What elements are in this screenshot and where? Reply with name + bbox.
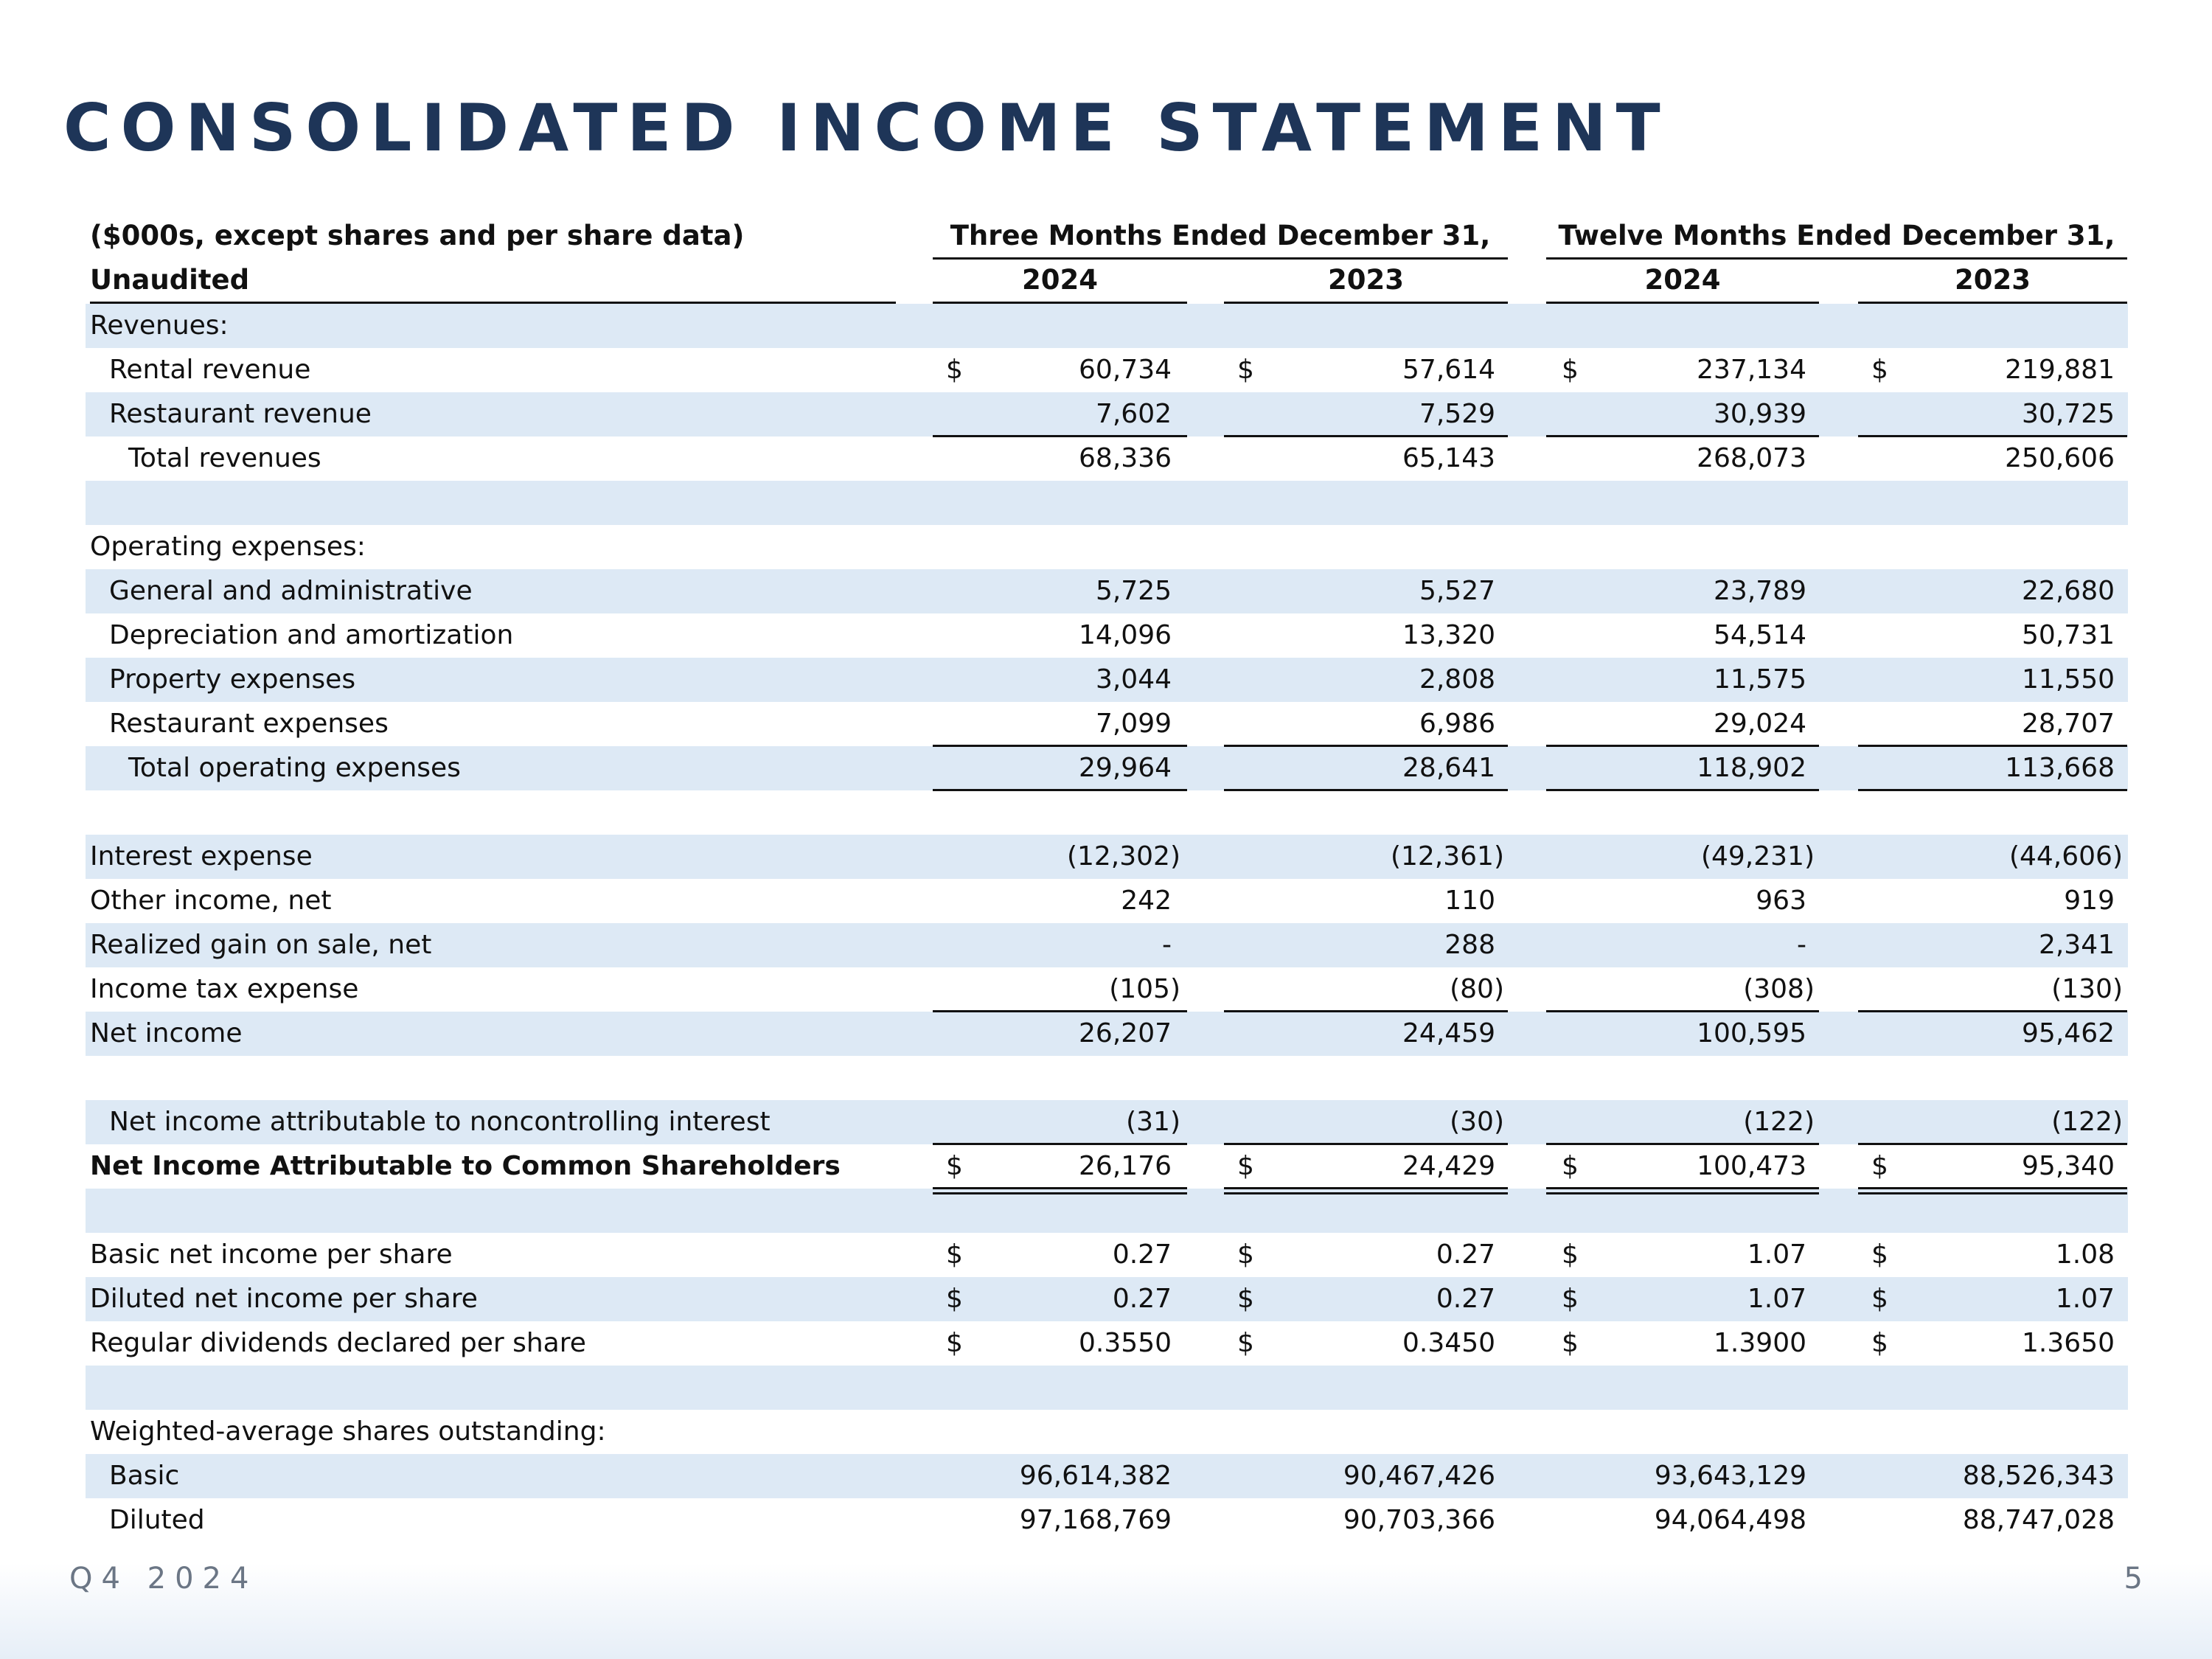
row-label: Net Income Attributable to Common Shareholders — [90, 1151, 841, 1181]
cell-value: 88,526,343 — [1962, 1461, 2115, 1491]
cell-value: 54,514 — [1714, 620, 1806, 650]
row-label: Depreciation and amortization — [109, 620, 514, 650]
three-months-header: Three Months Ended December 31, — [950, 220, 1491, 251]
cell-value: 288 — [1444, 930, 1495, 960]
cell-value: 94,064,498 — [1654, 1505, 1806, 1535]
cell-value: 1.07 — [2055, 1284, 2115, 1314]
cell-value: 1.3650 — [2022, 1328, 2115, 1358]
cell-value: 219,881 — [2005, 355, 2115, 385]
row-label: Rental revenue — [109, 355, 311, 385]
currency-symbol: $ — [1237, 355, 1254, 385]
cell-value: 113,668 — [2005, 753, 2115, 783]
currency-symbol: $ — [1562, 355, 1579, 385]
cell-value: 24,459 — [1402, 1018, 1495, 1048]
currency-symbol: $ — [1562, 1284, 1579, 1314]
cell-value: 13,320 — [1402, 620, 1495, 650]
row-label: Total operating expenses — [128, 753, 461, 783]
cell-value: (308) — [1743, 974, 1815, 1004]
cell-value: 7,099 — [1095, 709, 1172, 739]
footer-period: Q4 2024 — [69, 1562, 258, 1596]
currency-symbol: $ — [946, 1151, 963, 1181]
cell-value: 29,024 — [1714, 709, 1806, 739]
row-label: Basic — [109, 1461, 180, 1491]
row-label: Diluted net income per share — [90, 1284, 478, 1314]
row-label: Net income — [90, 1018, 243, 1048]
cell-value: 0.27 — [1112, 1284, 1172, 1314]
cell-value: 6,986 — [1419, 709, 1495, 739]
cell-value: 100,473 — [1697, 1151, 1806, 1181]
cell-value: 118,902 — [1697, 753, 1806, 783]
cell-value: (122) — [1743, 1107, 1815, 1137]
double-total-rule — [1546, 1187, 1819, 1189]
currency-symbol: $ — [1237, 1239, 1254, 1270]
total-rule — [1224, 745, 1508, 747]
cell-value: 1.07 — [1747, 1284, 1806, 1314]
total-rule — [1546, 1010, 1819, 1012]
cell-value: 0.27 — [1436, 1239, 1495, 1270]
row-label: Other income, net — [90, 886, 332, 916]
cell-value: 50,731 — [2022, 620, 2115, 650]
total-rule — [1858, 435, 2127, 437]
currency-symbol: $ — [1871, 1284, 1888, 1314]
cell-value: (49,231) — [1700, 841, 1815, 872]
total-rule — [1546, 1143, 1819, 1145]
double-total-rule — [1546, 1192, 1819, 1194]
double-total-rule — [933, 1192, 1187, 1194]
cell-value: 3,044 — [1095, 664, 1172, 695]
cell-value: 1.07 — [1747, 1239, 1806, 1270]
total-rule — [933, 1143, 1187, 1145]
cell-value: 0.3450 — [1402, 1328, 1495, 1358]
cell-value: 963 — [1756, 886, 1806, 916]
row-label: Weighted-average shares outstanding: — [90, 1416, 606, 1447]
cell-value: (105) — [1109, 974, 1180, 1004]
currency-symbol: $ — [946, 355, 963, 385]
row-label: Total revenues — [128, 443, 321, 473]
units-label: ($000s, except shares and per share data) — [90, 220, 745, 251]
year-header: 2023 — [1328, 264, 1404, 296]
cell-value: 68,336 — [1079, 443, 1172, 473]
twelve-months-header: Twelve Months Ended December 31, — [1558, 220, 2115, 251]
row-label: Regular dividends declared per share — [90, 1328, 586, 1358]
total-rule — [1224, 1010, 1508, 1012]
cell-value: 29,964 — [1079, 753, 1172, 783]
row-label: Net income attributable to noncontrolling interest — [109, 1107, 771, 1137]
cell-value: - — [1797, 930, 1806, 960]
table-row — [86, 304, 2128, 348]
currency-symbol: $ — [1871, 1239, 1888, 1270]
currency-symbol: $ — [1237, 1284, 1254, 1314]
cell-value: 0.3550 — [1079, 1328, 1172, 1358]
page-title: CONSOLIDATED INCOME STATEMENT — [63, 90, 1670, 166]
cell-value: 237,134 — [1697, 355, 1806, 385]
cell-value: 5,725 — [1095, 576, 1172, 606]
cell-value: 7,602 — [1095, 399, 1172, 429]
total-rule — [1858, 1010, 2127, 1012]
double-total-rule — [1224, 1187, 1508, 1189]
table-row — [86, 1056, 2128, 1100]
table-row — [86, 525, 2128, 569]
cell-value: 90,703,366 — [1343, 1505, 1495, 1535]
row-label: Restaurant revenue — [109, 399, 372, 429]
currency-symbol: $ — [946, 1239, 963, 1270]
row-label: Restaurant expenses — [109, 709, 389, 739]
cell-value: 100,595 — [1697, 1018, 1806, 1048]
currency-symbol: $ — [1871, 1328, 1888, 1358]
cell-value: 268,073 — [1697, 443, 1806, 473]
cell-value: (80) — [1450, 974, 1504, 1004]
row-label: Interest expense — [90, 841, 313, 872]
cell-value: 30,939 — [1714, 399, 1806, 429]
page-number: 5 — [2124, 1562, 2143, 1596]
cell-value: 95,462 — [2022, 1018, 2115, 1048]
cell-value: 5,527 — [1419, 576, 1495, 606]
cell-value: 65,143 — [1402, 443, 1495, 473]
currency-symbol: $ — [1871, 355, 1888, 385]
unaudited-label: Unaudited — [90, 264, 250, 296]
row-label: Operating expenses: — [90, 532, 366, 562]
total-rule — [933, 1010, 1187, 1012]
footer-band — [0, 1563, 2212, 1659]
table-row — [86, 481, 2128, 525]
cell-value: 22,680 — [2022, 576, 2115, 606]
total-rule — [1546, 435, 1819, 437]
table-row — [86, 1189, 2128, 1233]
total-rule — [1224, 435, 1508, 437]
cell-value: 30,725 — [2022, 399, 2115, 429]
total-rule — [1546, 745, 1819, 747]
total-rule — [1858, 745, 2127, 747]
cell-value: 90,467,426 — [1343, 1461, 1495, 1491]
double-total-rule — [1858, 1187, 2127, 1189]
cell-value: 242 — [1121, 886, 1172, 916]
row-label: Realized gain on sale, net — [90, 930, 432, 960]
cell-value: 2,341 — [2038, 930, 2115, 960]
cell-value: 26,176 — [1079, 1151, 1172, 1181]
year-header: 2024 — [1644, 264, 1721, 296]
cell-value: (12,361) — [1390, 841, 1504, 872]
table-row — [86, 790, 2128, 835]
total-rule — [1858, 789, 2127, 791]
year-header: 2023 — [1955, 264, 2031, 296]
cell-value: 60,734 — [1079, 355, 1172, 385]
cell-value: 93,643,129 — [1654, 1461, 1806, 1491]
cell-value: 28,707 — [2022, 709, 2115, 739]
table-row — [86, 1366, 2128, 1410]
cell-value: (31) — [1126, 1107, 1180, 1137]
cell-value: 0.27 — [1112, 1239, 1172, 1270]
cell-value: 250,606 — [2005, 443, 2115, 473]
cell-value: (44,606) — [2008, 841, 2123, 872]
cell-value: 7,529 — [1419, 399, 1495, 429]
row-label: Revenues: — [90, 310, 229, 341]
total-rule — [933, 789, 1187, 791]
row-label: Property expenses — [109, 664, 356, 695]
currency-symbol: $ — [1871, 1151, 1888, 1181]
total-rule — [933, 745, 1187, 747]
cell-value: 110 — [1444, 886, 1495, 916]
cell-value: 96,614,382 — [1019, 1461, 1172, 1491]
double-total-rule — [1858, 1192, 2127, 1194]
total-rule — [1224, 1143, 1508, 1145]
cell-value: 28,641 — [1402, 753, 1495, 783]
cell-value: 14,096 — [1079, 620, 1172, 650]
cell-value: - — [1162, 930, 1172, 960]
currency-symbol: $ — [946, 1284, 963, 1314]
cell-value: 23,789 — [1714, 576, 1806, 606]
cell-value: 1.08 — [2055, 1239, 2115, 1270]
cell-value: 0.27 — [1436, 1284, 1495, 1314]
cell-value: 24,429 — [1402, 1151, 1495, 1181]
cell-value: 919 — [2064, 886, 2115, 916]
double-total-rule — [1224, 1192, 1508, 1194]
row-label: General and administrative — [109, 576, 473, 606]
cell-value: 88,747,028 — [1962, 1505, 2115, 1535]
total-rule — [1546, 789, 1819, 791]
cell-value: (30) — [1450, 1107, 1504, 1137]
cell-value: 97,168,769 — [1019, 1505, 1172, 1535]
total-rule — [1224, 789, 1508, 791]
header-rule — [933, 257, 1508, 260]
currency-symbol: $ — [946, 1328, 963, 1358]
cell-value: 1.3900 — [1714, 1328, 1806, 1358]
cell-value: 26,207 — [1079, 1018, 1172, 1048]
currency-symbol: $ — [1562, 1328, 1579, 1358]
row-label: Income tax expense — [90, 974, 359, 1004]
cell-value: 57,614 — [1402, 355, 1495, 385]
row-label: Diluted — [109, 1505, 205, 1535]
header-rule — [1546, 257, 2127, 260]
double-total-rule — [933, 1187, 1187, 1189]
total-rule — [933, 435, 1187, 437]
currency-symbol: $ — [1562, 1151, 1579, 1181]
cell-value: 2,808 — [1419, 664, 1495, 695]
cell-value: 11,550 — [2022, 664, 2115, 695]
row-label: Basic net income per share — [90, 1239, 453, 1270]
currency-symbol: $ — [1562, 1239, 1579, 1270]
currency-symbol: $ — [1237, 1151, 1254, 1181]
total-rule — [1858, 1143, 2127, 1145]
cell-value: 95,340 — [2022, 1151, 2115, 1181]
cell-value: 11,575 — [1714, 664, 1806, 695]
year-header: 2024 — [1022, 264, 1098, 296]
cell-value: (122) — [2051, 1107, 2123, 1137]
cell-value: (130) — [2051, 974, 2123, 1004]
cell-value: (12,302) — [1066, 841, 1180, 872]
currency-symbol: $ — [1237, 1328, 1254, 1358]
